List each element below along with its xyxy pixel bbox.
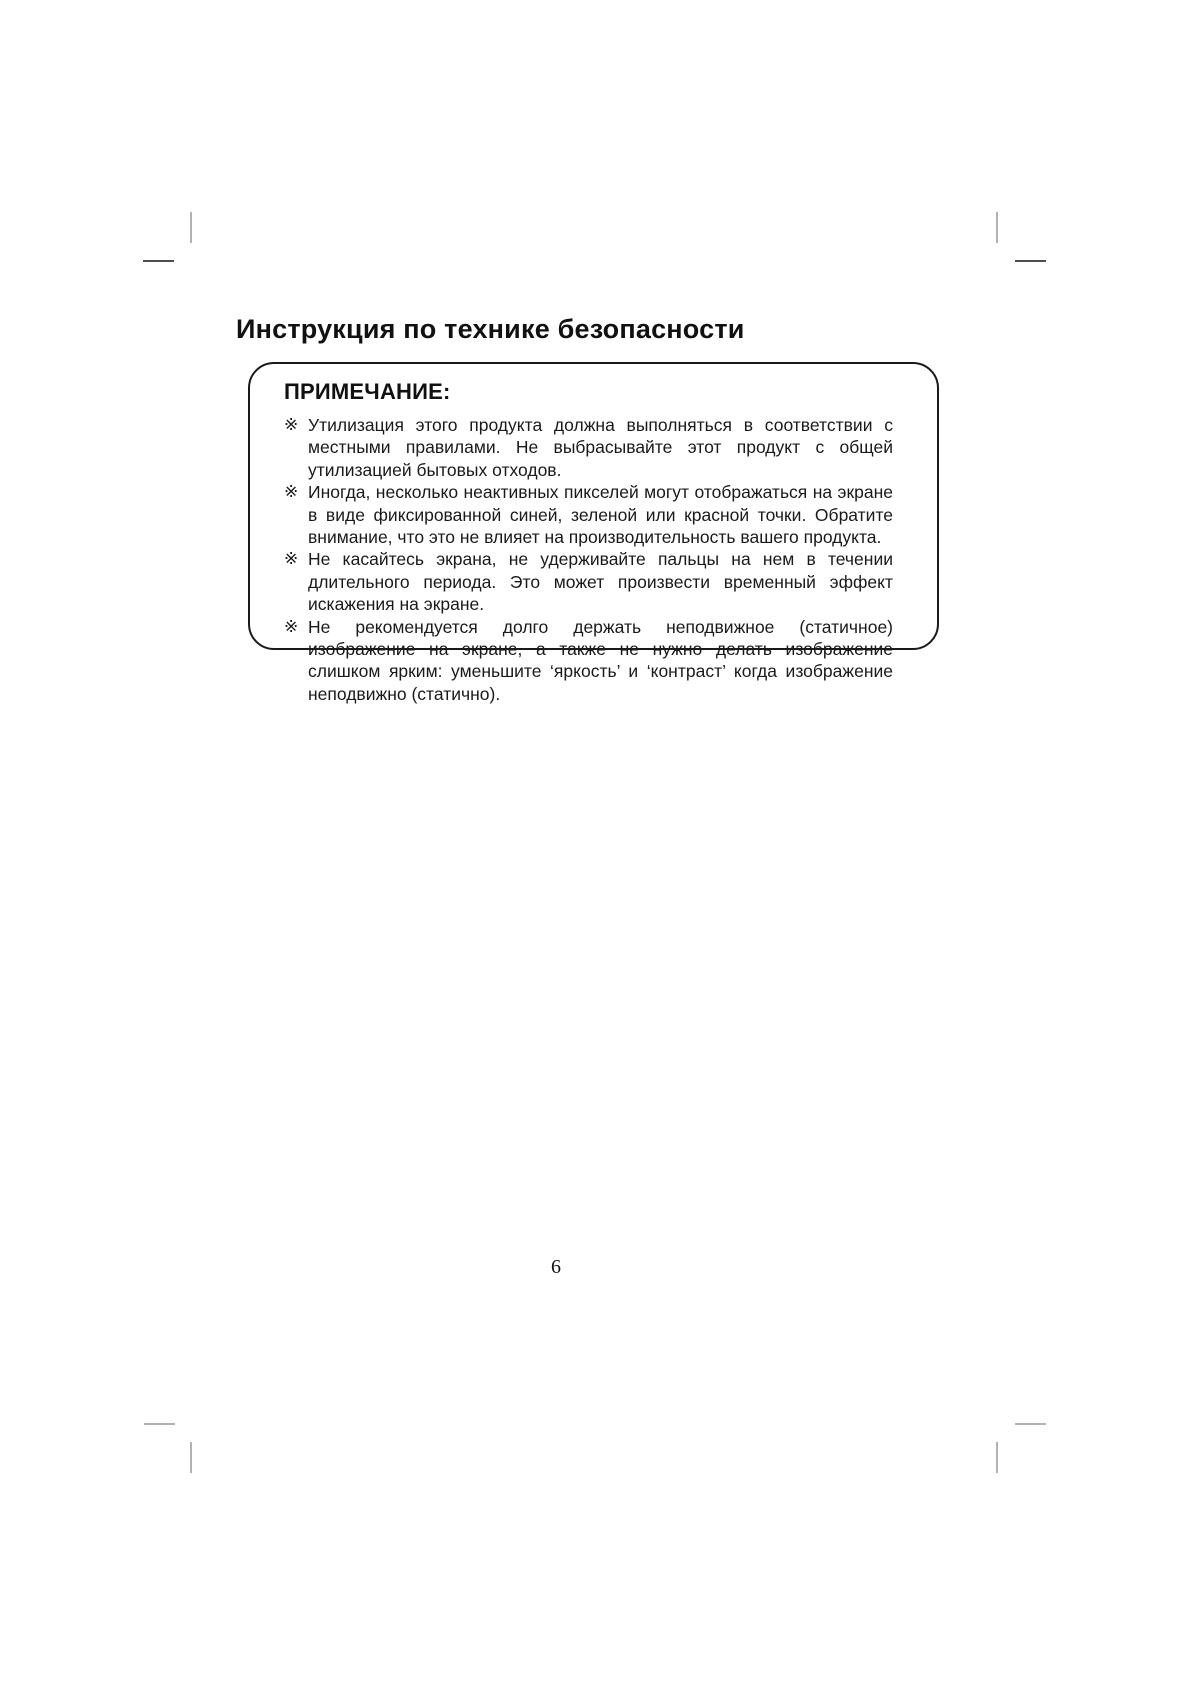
note-bullet [284,414,893,481]
page-number: 6 [551,1256,561,1278]
note-bullet-text: Не касайтесь экрана, не удерживайте пальцы на нем в течении длительного периода. Это может произвести временный эффект искажения на экране. [308,549,893,615]
reference-mark-icon: ※ [284,616,299,636]
note-bullet-text: Утилизация этого продукта должна выполняться в соответствии с местными правилами. Не выбрасывайте этот продукт с общей утилизацией бытовых отходов. [308,415,893,480]
page-title: Инструкция по технике безопасности [236,314,745,344]
crop-mark-bottom-right-horizontal [1015,1423,1046,1425]
reference-mark-icon: ※ [284,549,299,569]
note-bullet [284,616,893,706]
note-box [248,362,939,704]
crop-mark-top-left-horizontal [143,260,174,262]
reference-mark-icon: ※ [284,415,299,434]
note-bullet-list [284,414,893,705]
note-bullet [284,481,893,548]
crop-mark-bottom-left-vertical [190,1442,192,1473]
crop-mark-bottom-left-horizontal [144,1423,175,1425]
crop-mark-top-left-vertical [190,212,192,243]
crop-mark-bottom-right-vertical [996,1442,998,1473]
note-bullet [284,548,893,615]
crop-mark-top-right-horizontal [1015,260,1046,262]
crop-mark-top-right-vertical [996,212,998,243]
reference-mark-icon: ※ [284,482,299,502]
note-bullet-text: Иногда, несколько неактивных пикселей могут отображаться на экране в виде фиксированной синей, зеленой или красной точки. Обратите внимание, что это не влияет на производительность вашего продукта. [308,482,893,548]
note-heading: ПРИМЕЧАНИЕ: [284,379,451,404]
note-bullet-text: Не рекомендуется долго держать неподвижное (статичное) изображение на экране, а также не нужно делать изображение слишком ярким: уменьшите ‘яркость’ и ‘контраст’ когда изображение неподвижно (статично). [308,616,893,704]
